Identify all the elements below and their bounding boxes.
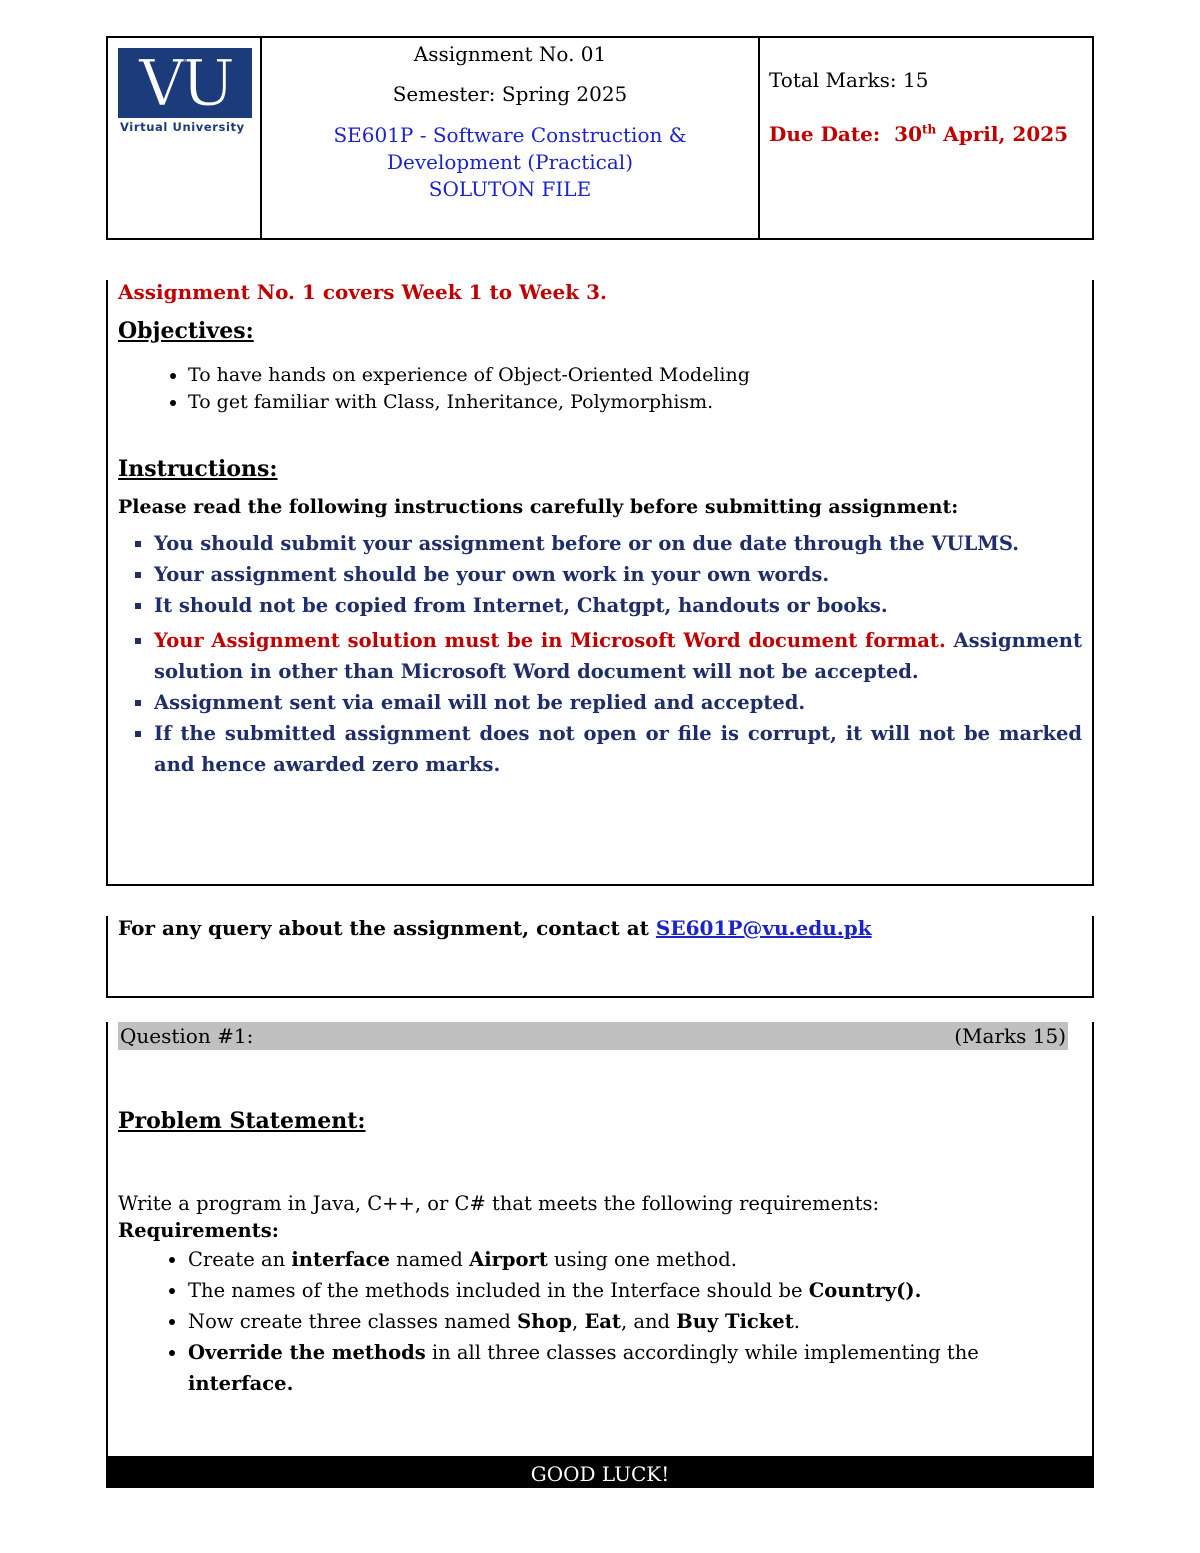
question-label: Question #1: [120,1024,254,1048]
due-day: 30 [894,122,923,146]
instructions-heading: Instructions: [118,456,278,482]
course-title [262,122,758,203]
due-date [769,122,1092,146]
requirements-label: Requirements: [118,1219,279,1242]
course-line-1: SE601P - Software Construction & [333,123,687,147]
question-bar [118,1022,1068,1050]
list-item: ▪ If the submitted assignment does not open or file is corrupt, it will not be marked and hence awarded zero marks. [154,718,1082,780]
list-item: ▪ Your assignment should be your own work in your own words. [154,559,1082,590]
requirements-list [118,1244,1082,1399]
contact-text: For any query about the assignment, contact at [118,916,656,940]
vu-logo-mark [118,48,252,118]
objectives-list [118,362,1082,416]
course-line-2: Development (Practical) [386,150,634,174]
list-item: • Override the methods in all three classes accordingly while implementing the interface. [188,1337,1082,1399]
coverage-note: Assignment No. 1 covers Week 1 to Week 3. [118,280,607,304]
svg-text:VU: VU [138,53,232,113]
contact-line [118,916,1082,940]
list-item: • Create an interface named Airport using one method. [188,1244,1082,1275]
marks-cell [760,38,1092,238]
list-item: • To get familiar with Class, Inheritance, Polymorphism. [188,389,1082,416]
due-suffix: th [922,122,937,137]
instructions-section [106,280,1094,886]
logo-cell [108,38,262,238]
due-label: Due Date: [769,122,881,146]
question-section [106,1022,1094,1458]
good-luck-footer: GOOD LUCK! [106,1458,1094,1488]
header-table [106,36,1094,240]
problem-description: Write a program in Java, C++, or C# that meets the following requirements: [118,1192,880,1215]
vu-logo [118,48,254,134]
due-rest: April, 2025 [943,122,1069,146]
word-format-rest: Assignment solution in other than Microsoft Word document will not be accepted. [154,629,1082,683]
list-item: • Now create three classes named Shop, Eat, and Buy Ticket. [188,1306,1082,1337]
total-marks: Total Marks: 15 [769,68,929,92]
assignment-number: Assignment No. 01 [413,42,607,66]
word-format-warning: Your Assignment solution must be in Microsoft Word document format. [154,629,946,652]
vu-letters-icon [123,53,247,113]
list-item: • The names of the methods included in the Interface should be Country(). [188,1275,1082,1306]
title-cell [262,38,760,238]
contact-email-link[interactable]: SE601P@vu.edu.pk [655,916,872,940]
instructions-list [118,528,1082,780]
instructions-intro: Please read the following instructions carefully before submitting assignment: [118,496,959,518]
assignment-document [106,36,1094,1488]
contact-section [106,916,1094,998]
semester: Semester: Spring 2025 [392,82,628,106]
logo-caption: Virtual University [120,120,245,134]
question-marks: (Marks 15) [954,1024,1066,1048]
list-item: ▪ You should submit your assignment before or on due date through the VULMS. [154,528,1082,559]
objectives-heading: Objectives: [118,318,254,344]
file-type: SOLUTON FILE [428,177,592,201]
list-item: ▪ Assignment sent via email will not be replied and accepted. [154,687,1082,718]
list-item: • To have hands on experience of Object-Oriented Modeling [188,362,1082,389]
problem-statement-heading: Problem Statement: [118,1108,366,1134]
list-item: ▪ It should not be copied from Internet, Chatgpt, handouts or books. [154,590,1082,621]
list-item [154,625,1082,687]
